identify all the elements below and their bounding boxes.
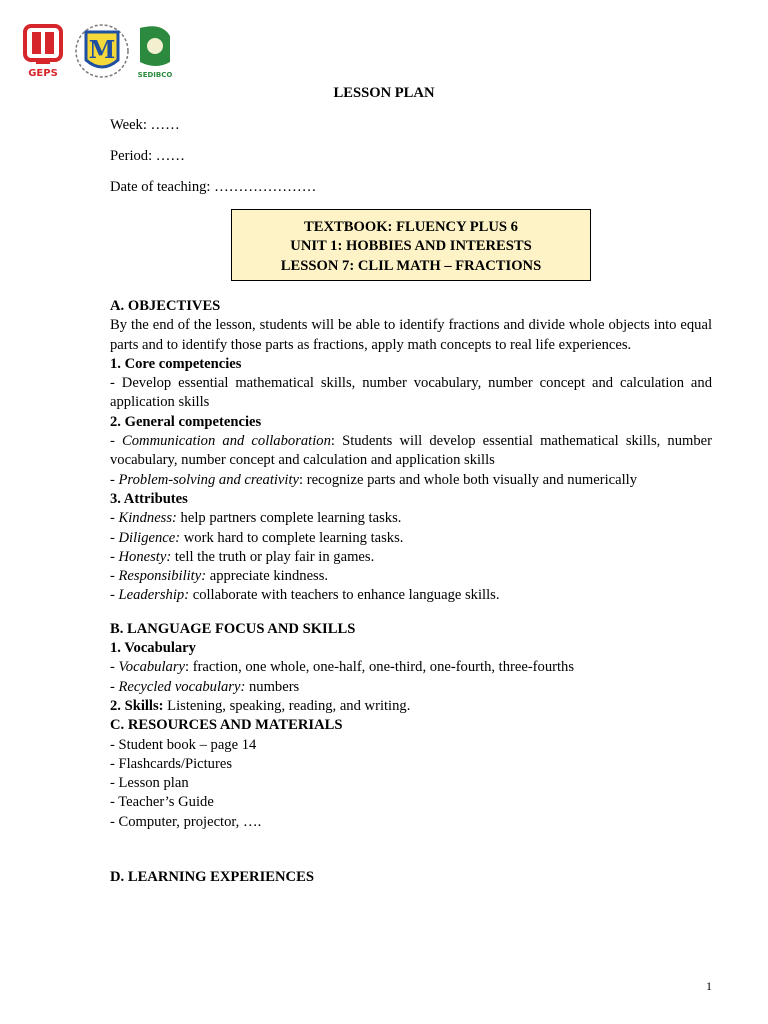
lesson-info-box (231, 209, 591, 281)
recycled-vocabulary-line: - Recycled vocabulary: numbers (110, 678, 300, 695)
general-competency-1: - Communication and collaboration: Students will develop essential mathematical skills, number vocabulary, number concept and calculation and application skills (110, 433, 713, 469)
week-line: Week: …… (110, 117, 180, 133)
attributes-heading: 3. Attributes (110, 490, 188, 507)
period-line: Period: …… (110, 148, 185, 164)
general-competency-2-label: Problem-solving and creativity (118, 471, 299, 488)
attribute-item: - Kindness: help partners complete learning tasks. (110, 510, 402, 527)
section-c-heading: C. RESOURCES AND MATERIALS (110, 717, 343, 734)
attribute-label: Kindness: (118, 510, 177, 527)
attribute-item: - Responsibility: appreciate kindness. (110, 568, 329, 585)
general-competency-2-text: : recognize parts and whole both visually and numerically (299, 471, 637, 488)
logo-group (22, 22, 182, 84)
skills-label: 2. Skills: (110, 697, 164, 714)
geps-logo (22, 22, 64, 80)
unit-line: UNIT 1: HOBBIES AND INTERESTS (290, 238, 532, 255)
sedibco-logo (132, 22, 176, 80)
recycled-vocabulary-label: Recycled vocabulary: (118, 678, 246, 695)
document-title: LESSON PLAN (333, 85, 435, 101)
attribute-label: Leadership: (118, 587, 190, 604)
resource-item: - Teacher’s Guide (110, 794, 214, 811)
attribute-text: collaborate with teachers to enhance language skills. (189, 587, 500, 604)
general-competency-2: - Problem-solving and creativity: recognize parts and whole both visually and numerically (110, 471, 637, 488)
general-competency-1-label: Communication and collaboration (122, 433, 331, 450)
resource-item: - Lesson plan (110, 775, 189, 792)
attribute-label: Honesty: (118, 548, 172, 565)
core-competencies-text: - Develop essential mathematical skills, number vocabulary, number concept and calculation and application skills (110, 375, 712, 411)
document-body (110, 297, 712, 887)
m-school-logo (74, 22, 130, 80)
skills-text: Listening, speaking, reading, and writing. (163, 697, 411, 714)
general-competencies-heading: 2. General competencies (110, 413, 262, 430)
objectives-intro: By the end of the lesson, students will be able to identify fractions and divide whole objects into equal parts and to identify those parts as fractions, apply math concepts to real life experiences. (110, 317, 712, 353)
resource-item: - Computer, projector, …. (110, 813, 262, 830)
vocabulary-text: : fraction, one whole, one-half, one-third, one-fourth, three-fourths (185, 659, 575, 676)
spacer (110, 606, 712, 620)
attribute-text: help partners complete learning tasks. (176, 510, 402, 527)
textbook-line: TEXTBOOK: FLUENCY PLUS 6 (304, 219, 518, 235)
vocabulary-line: - Vocabulary: fraction, one whole, one-half, one-third, one-fourth, three-fourths (110, 659, 575, 676)
vocabulary-heading: 1. Vocabulary (110, 640, 196, 657)
attribute-text: tell the truth or play fair in games. (171, 548, 375, 565)
attribute-text: appreciate kindness. (206, 568, 329, 585)
recycled-vocabulary-text: numbers (245, 678, 300, 695)
core-competencies-heading: 1. Core competencies (110, 355, 242, 372)
attribute-label: Diligence: (118, 529, 181, 546)
general-competency-1-text: : Students will develop essential mathematical skills, number vocabulary, number concept and calculation and application skills (110, 433, 713, 469)
attribute-text: work hard to complete learning tasks. (180, 529, 404, 546)
section-b-heading: B. LANGUAGE FOCUS AND SKILLS (110, 620, 356, 637)
lesson-line: LESSON 7: CLIL MATH – FRACTIONS (280, 257, 542, 274)
attribute-item: - Honesty: tell the truth or play fair in games. (110, 548, 375, 565)
date-of-teaching-line: Date of teaching: ………………… (110, 179, 317, 195)
page-number: 1 (706, 979, 712, 993)
geps-logo-text: GEPS (28, 68, 58, 79)
attribute-item: - Leadership: collaborate with teachers to enhance language skills. (110, 587, 500, 604)
skills-line (110, 697, 712, 716)
resource-item: - Student book – page 14 (110, 736, 257, 753)
vocabulary-label: Vocabulary (118, 659, 185, 676)
spacer (110, 832, 712, 868)
attribute-item: - Diligence: work hard to complete learning tasks. (110, 529, 404, 546)
attribute-label: Responsibility: (118, 568, 207, 585)
m-logo-letter: M (88, 35, 116, 64)
resource-item: - Flashcards/Pictures (110, 755, 232, 772)
sedibco-logo-text: SEDIBCO (137, 71, 173, 79)
section-a-heading: A. OBJECTIVES (110, 298, 221, 314)
section-d-heading: D. LEARNING EXPERIENCES (110, 869, 314, 886)
